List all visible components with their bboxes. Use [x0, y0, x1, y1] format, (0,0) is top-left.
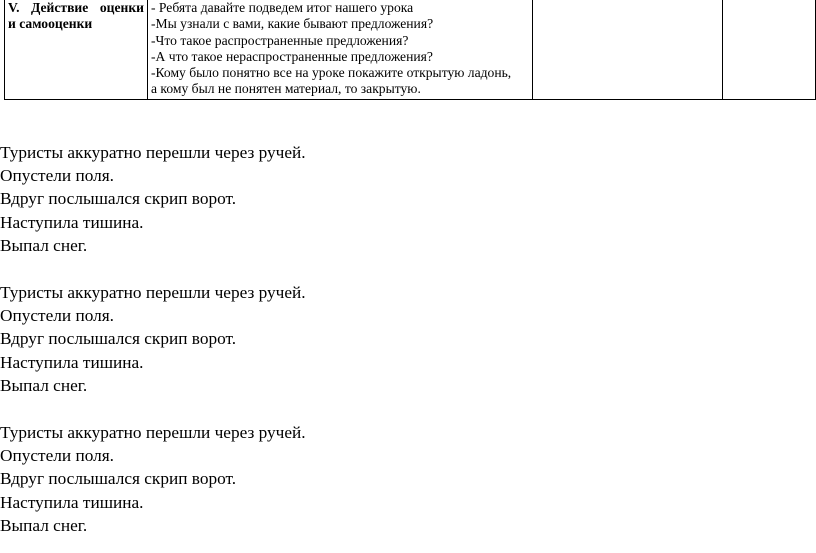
sentence-line: Туристы аккуратно перешли через ручей. [0, 283, 306, 303]
sentence-line: Вдруг послышался скрип ворот. [0, 329, 237, 349]
stage-title-line-1: V. Действие оценки [8, 0, 144, 15]
sentence-exercise [0, 141, 306, 537]
sentence-line: Выпал снег. [0, 515, 88, 535]
sentence-line: Туристы аккуратно перешли через ручей. [0, 423, 306, 443]
sentence-line: Опустели поля. [0, 446, 115, 466]
lesson-plan-table [4, 0, 816, 100]
stage-title-line-2: и самооценки [8, 16, 93, 32]
sentence-line: Выпал снег. [0, 375, 88, 395]
teacher-line: -Кому было понятно все на уроке покажите открытую ладонь, [151, 65, 512, 81]
sentence-group-2 [0, 281, 306, 397]
sentence-line: Выпал снег. [0, 235, 88, 255]
notes-cell [723, 0, 816, 99]
teacher-line: - Ребята давайте подведем итог нашего урока [151, 0, 414, 15]
sentence-line: Опустели поля. [0, 306, 115, 326]
sentence-group-1 [0, 141, 306, 257]
sentence-line: Опустели поля. [0, 166, 115, 186]
sentence-line: Вдруг послышался скрип ворот. [0, 469, 237, 489]
sentence-line: Вдруг послышался скрип ворот. [0, 189, 237, 209]
teacher-line: -Что такое распространенные предложения? [151, 32, 409, 48]
sentence-line: Туристы аккуратно перешли через ручей. [0, 143, 306, 162]
sentence-line: Наступила тишина. [0, 492, 144, 512]
stage-cell [5, 0, 148, 99]
teacher-activity-cell [148, 0, 533, 99]
sentence-line: Наступила тишина. [0, 212, 144, 232]
teacher-line: -Мы узнали с вами, какие бывают предложения? [151, 16, 434, 32]
sentence-group-3 [0, 421, 306, 537]
sentence-line: Наступила тишина. [0, 352, 144, 372]
teacher-line: а кому был не понятен материал, то закрытую. [151, 81, 421, 97]
teacher-line: -А что такое нераспространенные предложения? [151, 48, 433, 64]
table-row [5, 0, 816, 99]
student-activity-cell [533, 0, 723, 99]
